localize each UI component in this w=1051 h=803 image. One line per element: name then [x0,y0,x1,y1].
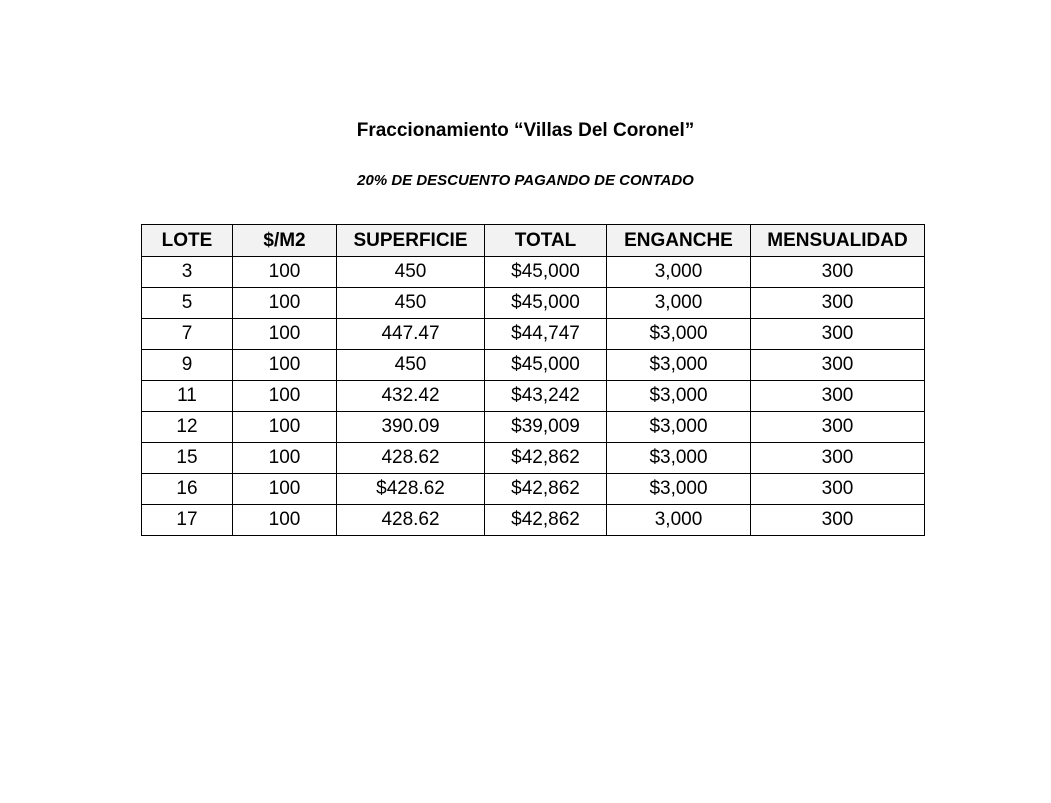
cell-total: $42,862 [485,443,607,474]
cell-total: $45,000 [485,350,607,381]
cell-enganche: 3,000 [607,257,751,288]
cell-lote: 16 [142,474,233,505]
column-header-price-per-m2: $/M2 [233,225,337,257]
cell-enganche: $3,000 [607,319,751,350]
cell-total: $43,242 [485,381,607,412]
cell-superficie: 450 [337,350,485,381]
cell-superficie: 432.42 [337,381,485,412]
table-row [142,412,925,443]
cell-lote: 15 [142,443,233,474]
cell-superficie: 428.62 [337,505,485,536]
discount-subtitle: 20% DE DESCUENTO PAGANDO DE CONTADO [357,172,694,189]
table-row [142,350,925,381]
cell-lote: 17 [142,505,233,536]
cell-total: $42,862 [485,474,607,505]
column-header-mensualidad: MENSUALIDAD [751,225,925,257]
cell-price-per-m2: 100 [233,350,337,381]
cell-enganche: 3,000 [607,505,751,536]
table-header-row [142,225,925,257]
cell-enganche: $3,000 [607,474,751,505]
cell-lote: 11 [142,381,233,412]
table-row [142,319,925,350]
cell-price-per-m2: 100 [233,505,337,536]
cell-mensualidad: 300 [751,288,925,319]
cell-total: $45,000 [485,288,607,319]
cell-mensualidad: 300 [751,505,925,536]
lot-price-table [141,224,925,536]
cell-total: $44,747 [485,319,607,350]
cell-price-per-m2: 100 [233,257,337,288]
cell-superficie: $428.62 [337,474,485,505]
cell-superficie: 428.62 [337,443,485,474]
cell-price-per-m2: 100 [233,288,337,319]
cell-total: $42,862 [485,505,607,536]
cell-mensualidad: 300 [751,412,925,443]
cell-enganche: $3,000 [607,443,751,474]
cell-mensualidad: 300 [751,381,925,412]
cell-total: $39,009 [485,412,607,443]
table-row [142,505,925,536]
cell-lote: 5 [142,288,233,319]
cell-enganche: 3,000 [607,288,751,319]
cell-lote: 3 [142,257,233,288]
cell-superficie: 450 [337,288,485,319]
cell-superficie: 447.47 [337,319,485,350]
column-header-total: TOTAL [485,225,607,257]
table-row [142,443,925,474]
cell-price-per-m2: 100 [233,381,337,412]
table-row [142,288,925,319]
column-header-superficie: SUPERFICIE [337,225,485,257]
cell-mensualidad: 300 [751,257,925,288]
column-header-lote: LOTE [142,225,233,257]
cell-lote: 12 [142,412,233,443]
cell-enganche: $3,000 [607,381,751,412]
cell-superficie: 390.09 [337,412,485,443]
page-title: Fraccionamiento “Villas Del Coronel” [356,120,695,141]
cell-mensualidad: 300 [751,443,925,474]
cell-mensualidad: 300 [751,474,925,505]
cell-total: $45,000 [485,257,607,288]
cell-lote: 9 [142,350,233,381]
cell-enganche: $3,000 [607,412,751,443]
table-row [142,381,925,412]
cell-superficie: 450 [337,257,485,288]
column-header-enganche: ENGANCHE [607,225,751,257]
cell-mensualidad: 300 [751,350,925,381]
table-row [142,474,925,505]
table-row [142,257,925,288]
cell-price-per-m2: 100 [233,319,337,350]
cell-mensualidad: 300 [751,319,925,350]
cell-price-per-m2: 100 [233,443,337,474]
cell-price-per-m2: 100 [233,474,337,505]
cell-lote: 7 [142,319,233,350]
cell-enganche: $3,000 [607,350,751,381]
cell-price-per-m2: 100 [233,412,337,443]
